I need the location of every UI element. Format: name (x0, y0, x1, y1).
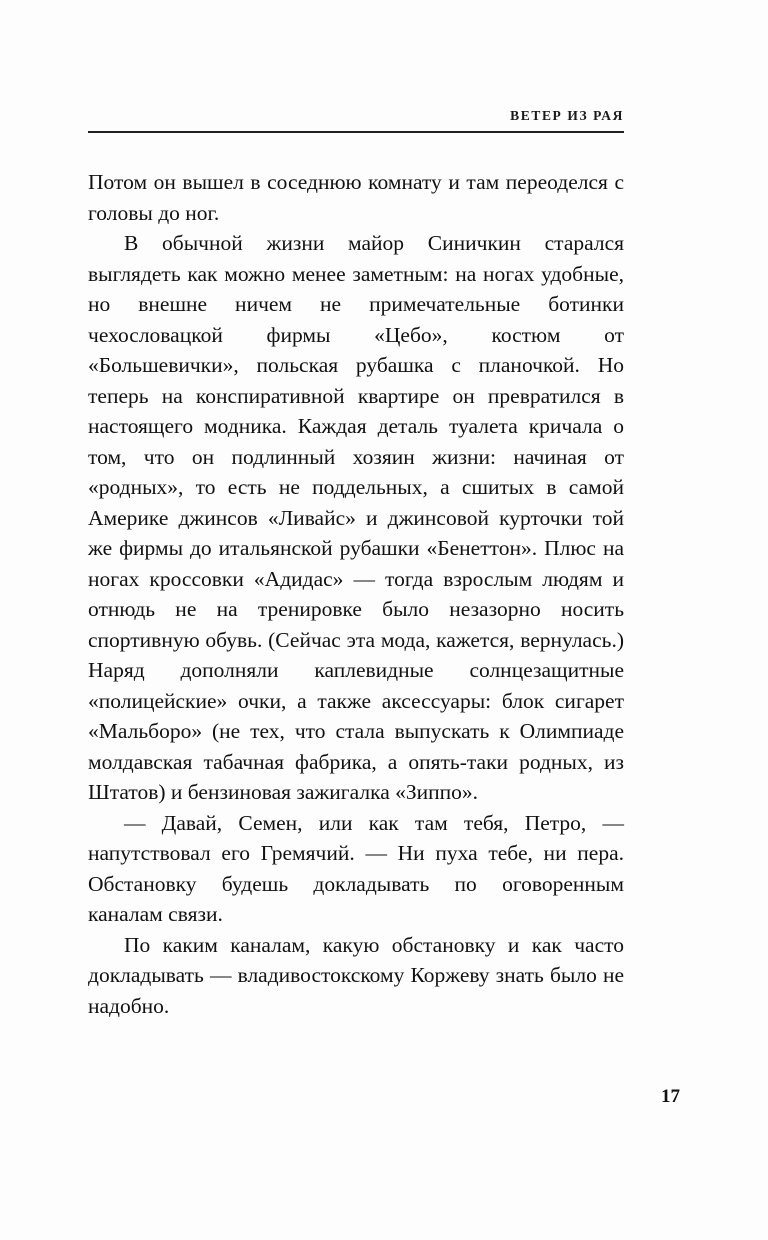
body-paragraph: По каким каналам, какую обстановку и как часто докладывать — владивостокскому Коржеву знать было не надобно. (88, 932, 624, 1018)
running-head: ВЕТЕР ИЗ РАЯ (510, 108, 624, 123)
body-paragraph: Потом он вышел в соседнюю комнату и там переоделся с головы до ног. (88, 170, 624, 225)
page-content (88, 108, 624, 1021)
header-rule (88, 131, 624, 133)
body-paragraph: — Давай, Семен, или как там тебя, Петро, — напутствовал его Гремячий. — Ни пуха тебе, ни пера. Обстановку будешь докладывать по оговоренным каналам связи. (88, 810, 624, 926)
page-number: 17 (661, 1086, 680, 1107)
body-paragraph: В обычной жизни майор Синичкин старался выглядеть как можно менее заметным: на ногах удобные, но внешне ничем не примечательные ботинки чехословацкой фирмы «Цебо», костюм от «Большевички», польская рубашка с планочкой. Но теперь на конспиративной квартире он превратился в настоящего модника. Каждая деталь туалета кричала о том, что он подлинный хозяин жизни: начиная от «родных», то есть не поддельных, а сшитых в самой Америке джинсов «Ливайс» и джинсовой курточки той же фирмы до итальянской рубашки «Бенеттон». Плюс на ногах кроссовки «Адидас» — тогда взрослым людям и отнюдь не на тренировке было незазорно носить спортивную обувь. (Сейчас эта мода, кажется, вернулась.) Наряд дополняли каплевидные солнцезащитные «полицейские» очки, а также аксессуары: блок сигарет «Мальборо» (не тех, что стала выпускать к Олимпиаде молдавская табачная фабрика, а опять-таки родных, из Штатов) и бензиновая зажигалка «Зиппо». (88, 231, 624, 804)
